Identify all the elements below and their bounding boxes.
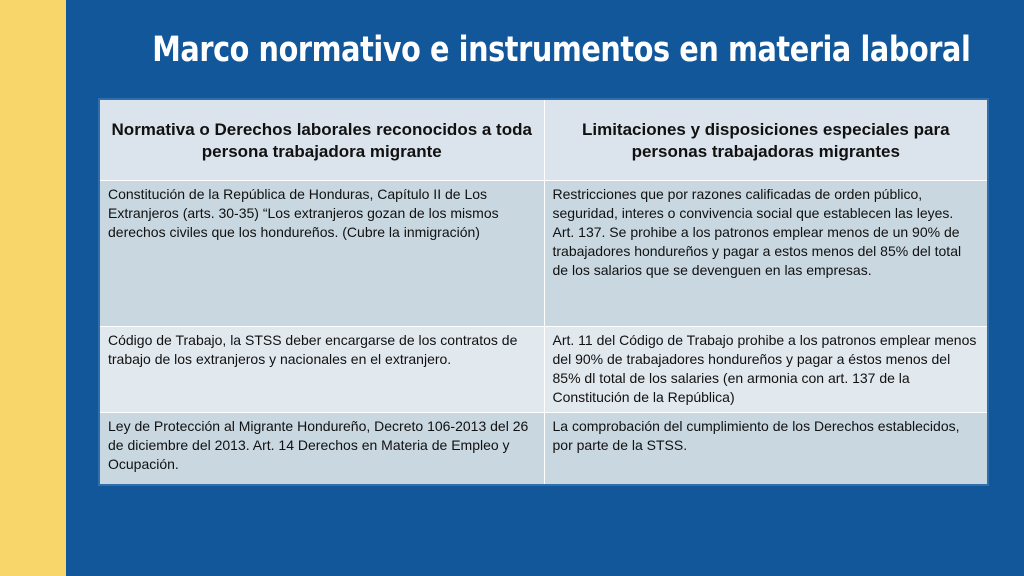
slide-title: Marco normativo e instrumentos en materia laboral xyxy=(152,30,971,70)
table-row xyxy=(99,181,988,327)
left-accent-band xyxy=(0,0,66,576)
row2-limitations-cell: Art. 11 del Código de Trabajo prohibe a los patronos emplear menos del 90% de trabajadores hondureños y pagar a éstos menos del 85% dl total de los salaries (en armonia con art. 137 de la Constitución de la República) xyxy=(544,327,988,413)
row3-limitations-cell: La comprobación del cumplimiento de los Derechos establecidos, por parte de la STSS. xyxy=(544,413,988,486)
table-header-row xyxy=(99,99,988,181)
row1-limitations-text-2: Art. 137. Se prohibe a los patronos emplear menos de un 90% de trabajadores hondureños y pagar a estos menos del 85% del total de los salarios que se devenguen en las empresas. xyxy=(552,224,962,278)
table-row xyxy=(99,327,988,413)
header-limitations: Limitaciones y disposiciones especiales para personas trabajadoras migrantes xyxy=(544,99,988,181)
row1-limitations-cell xyxy=(544,181,988,327)
row3-rights-cell: Ley de Protección al Migrante Hondureño, Decreto 106-2013 del 26 de diciembre del 2013. Art. 14 Derechos en Materia de Empleo y Ocupación. xyxy=(99,413,544,486)
table-row xyxy=(99,413,988,486)
header-rights: Normativa o Derechos laborales reconocidos a toda persona trabajadora migrante xyxy=(99,99,544,181)
regulations-table xyxy=(98,98,989,486)
row1-rights-cell: Constitución de la República de Honduras, Capítulo II de Los Extranjeros (arts. 30-35) “Los extranjeros gozan de los mismos derechos civiles que los hondureños. (Cubre la inmigración) xyxy=(99,181,544,327)
row1-limitations-text-1: Restricciones que por razones calificadas de orden público, seguridad, interes o convivencia social que establecen las leyes. xyxy=(552,186,954,221)
row2-rights-cell: Código de Trabajo, la STSS deber encargarse de los contratos de trabajo de los extranjeros y nacionales en el extranjero. xyxy=(99,327,544,413)
